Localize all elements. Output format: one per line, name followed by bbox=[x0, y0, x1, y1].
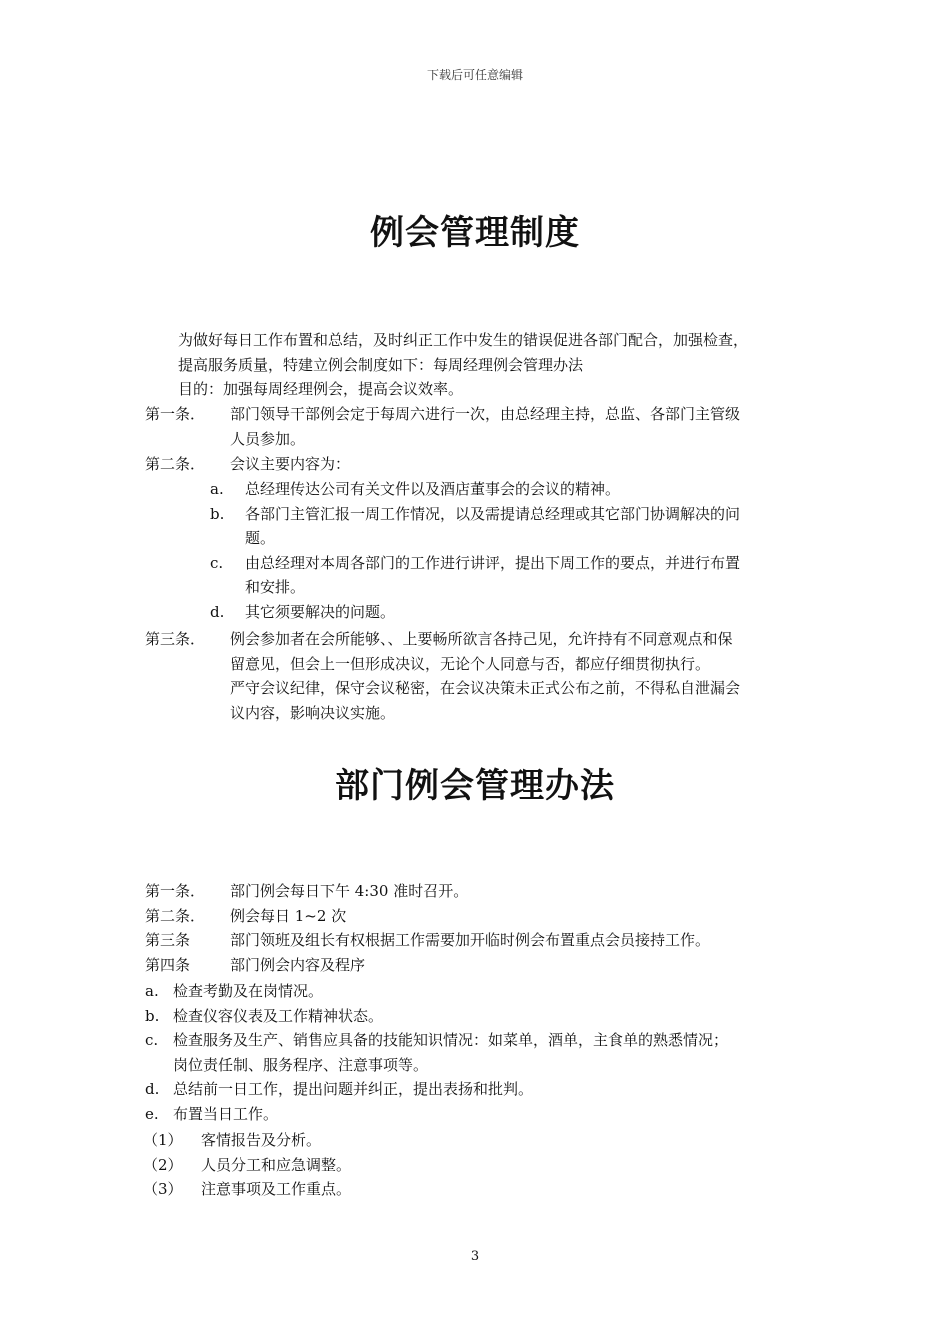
article-text: 例会每日 1~2 次 bbox=[230, 906, 347, 925]
sub-item-label: d. bbox=[210, 602, 225, 621]
article-label: 第四条 bbox=[145, 955, 191, 974]
item-text: 检查服务及生产、销售应具备的技能知识情况：如菜单，酒单，主食单的熟悉情况； bbox=[173, 1031, 729, 1049]
item-label: e. bbox=[145, 1104, 159, 1123]
item-text: 岗位责任制、服务程序、注意事项等。 bbox=[173, 1055, 429, 1074]
numbered-label: （3） bbox=[143, 1180, 183, 1198]
sub-item-text: 题。 bbox=[245, 529, 276, 547]
numbered-text: 人员分工和应急调整。 bbox=[201, 1155, 352, 1174]
sub-item-text: 由总经理对本周各部门的工作进行讲评，提出下周工作的要点，并进行布置 bbox=[245, 553, 741, 572]
article-text: 例会参加者在会所能够、、上要畅所欲言各持己见，允许持有不同意观点和保 bbox=[230, 630, 733, 648]
article-text: 会议主要内容为： bbox=[230, 455, 351, 473]
article-text: 部门例会内容及程序 bbox=[230, 955, 366, 974]
section1-article-2 bbox=[145, 452, 825, 477]
intro-line: 提高服务质量，特建立例会制度如下：每周经理例会管理办法 bbox=[178, 355, 584, 374]
article-label: 第三条． bbox=[145, 630, 206, 648]
article-text: 部门领导干部例会定于每周六进行一次，由总经理主持，总监、各部门主管级 bbox=[230, 405, 741, 423]
section1-sub-items bbox=[210, 477, 830, 624]
section2-items bbox=[145, 979, 825, 1126]
sub-item-text: 和安排。 bbox=[245, 578, 306, 596]
article-label: 第一条． bbox=[145, 405, 206, 423]
section2-title: 部门例会管理办法 bbox=[335, 766, 615, 806]
page-number: 3 bbox=[470, 1249, 480, 1264]
sub-item-text: 总经理传达公司有关文件以及酒店董事会的会议的精神。 bbox=[245, 480, 621, 498]
section1-article-3 bbox=[145, 627, 825, 725]
article-label: 第一条． bbox=[145, 882, 206, 900]
sub-item-label: a. bbox=[210, 480, 224, 498]
item-label: a. bbox=[145, 982, 159, 1000]
section2-articles bbox=[145, 879, 825, 977]
sub-item-text: 其它须要解决的问题。 bbox=[245, 602, 396, 621]
item-text: 总结前一日工作，提出问题并纠正，提出表扬和批判。 bbox=[173, 1080, 534, 1098]
article-label: 第二条． bbox=[145, 906, 206, 925]
section1-title: 例会管理制度 bbox=[370, 213, 580, 253]
article-text: 议内容，影响决议实施。 bbox=[230, 703, 396, 722]
purpose-line: 目的：加强每周经理例会，提高会议效率。 bbox=[178, 380, 464, 398]
intro-line: 为做好每日工作布置和总结，及时纠正工作中发生的错误促进各部门配合，加强检查， bbox=[178, 331, 749, 349]
numbered-text: 客情报告及分析。 bbox=[201, 1131, 322, 1149]
page-header-note: 下载后可任意编辑 bbox=[426, 68, 523, 82]
item-text: 检查仪容仪表及工作精神状态。 bbox=[173, 1006, 384, 1025]
sub-item-label: b. bbox=[210, 504, 225, 523]
article-text: 部门例会每日下午 4:30 准时召开。 bbox=[230, 882, 469, 900]
item-label: d. bbox=[145, 1080, 160, 1098]
numbered-label: （2） bbox=[143, 1155, 183, 1174]
article-text: 留意见，但会上一但形成决议，无论个人同意与否，都应仔细贯彻执行。 bbox=[230, 654, 711, 673]
article-text: 部门领班及组长有权根据工作需要加开临时例会布置重点会员接持工作。 bbox=[230, 931, 711, 949]
numbered-text: 注意事项及工作重点。 bbox=[201, 1180, 352, 1198]
item-text: 布置当日工作。 bbox=[173, 1104, 279, 1123]
article-label: 第二条． bbox=[145, 455, 206, 473]
sub-item-text: 各部门主管汇报一周工作情况，以及需提请总经理或其它部门协调解决的问 bbox=[245, 504, 741, 523]
section1-article-1 bbox=[145, 402, 825, 451]
item-text: 检查考勤及在岗情况。 bbox=[173, 982, 324, 1000]
article-text: 人员参加。 bbox=[230, 429, 306, 448]
item-label: c. bbox=[145, 1031, 159, 1049]
item-label: b. bbox=[145, 1006, 160, 1025]
numbered-label: （1） bbox=[143, 1131, 183, 1149]
article-text: 严守会议纪律，保守会议秘密，在会议决策未正式公布之前，不得私自泄漏会 bbox=[230, 679, 741, 697]
section1-intro bbox=[178, 328, 828, 402]
article-label: 第三条 bbox=[145, 931, 191, 949]
sub-item-label: c. bbox=[210, 553, 224, 572]
section2-numbered bbox=[143, 1128, 823, 1202]
